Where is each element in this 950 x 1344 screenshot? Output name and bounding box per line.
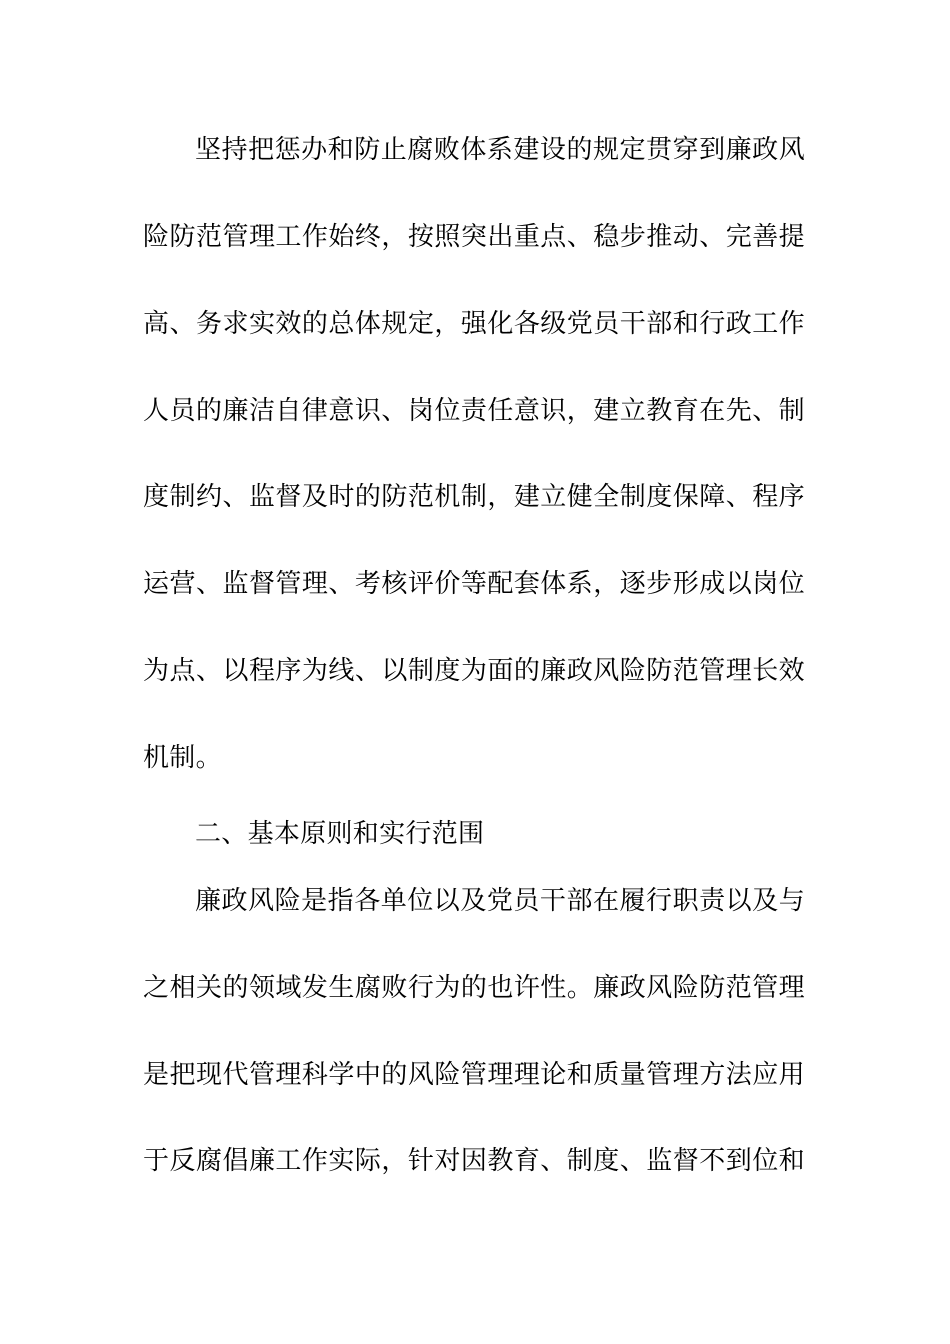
- paragraph-2-line-2: 之相关的领域发生腐败行为的也许性。廉政风险防范管理: [143, 973, 805, 1003]
- paragraph-1-line-6: 运营、监督管理、考核评价等配套体系，逐步形成以岗位: [143, 569, 805, 599]
- section-heading: 二、基本原则和实行范围: [195, 819, 485, 849]
- paragraph-2-line-1: 廉政风险是指各单位以及党员干部在履行职责以及与: [195, 886, 805, 916]
- paragraph-1-line-8: 机制。: [143, 743, 222, 773]
- paragraph-1-line-4: 人员的廉洁自律意识、岗位责任意识，建立教育在先、制: [143, 396, 805, 426]
- paragraph-1-line-7: 为点、以程序为线、以制度为面的廉政风险防范管理长效: [143, 656, 805, 686]
- paragraph-1-line-5: 度制约、监督及时的防范机制，建立健全制度保障、程序: [143, 482, 805, 512]
- paragraph-1-line-1: 坚持把惩办和防止腐败体系建设的规定贯穿到廉政风: [195, 135, 805, 165]
- paragraph-1-line-3: 高、务求实效的总体规定，强化各级党员干部和行政工作: [143, 309, 805, 339]
- paragraph-1-line-2: 险防范管理工作始终，按照突出重点、稳步推动、完善提: [143, 222, 805, 252]
- paragraph-2-line-3: 是把现代管理科学中的风险管理理论和质量管理方法应用: [143, 1060, 805, 1090]
- paragraph-2-line-4: 于反腐倡廉工作实际，针对因教育、制度、监督不到位和: [143, 1146, 805, 1176]
